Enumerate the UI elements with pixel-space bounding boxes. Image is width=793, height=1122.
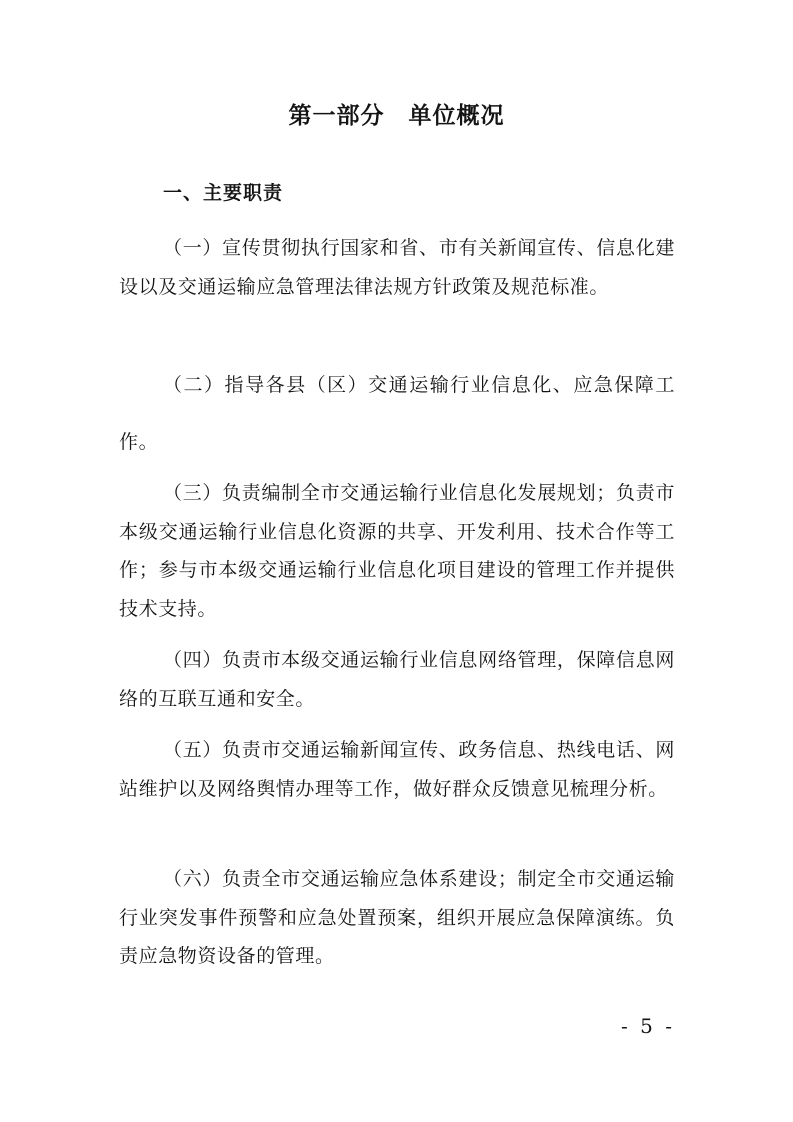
duty-paragraph-2: （二）指导各县（区）交通运输行业信息化、应急保障工作。: [119, 374, 675, 453]
duty-paragraph-4: （四）负责市本级交通运输行业信息网络管理，保障信息网络的互联互通和安全。: [119, 649, 675, 710]
page-number: - 5 -: [621, 1014, 675, 1038]
duty-paragraph-3: （三）负责编制全市交通运输行业信息化发展规划；负责市本级交通运输行业信息化资源的共享、开发利用、技术合作等工作；参与市本级交通运输行业信息化项目建设的管理工作并提供技术支持。: [119, 482, 675, 620]
duty-paragraph-5: （五）负责市交通运输新闻宣传、政务信息、热线电话、网站维护以及网络舆情办理等工作，做好群众反馈意见梳理分析。: [119, 739, 675, 800]
section-heading: 一、主要职责: [163, 182, 284, 204]
page-title: 第一部分 单位概况: [288, 103, 505, 129]
duty-paragraph-1: （一）宣传贯彻执行国家和省、市有关新闻宣传、信息化建设以及交通运输应急管理法律法规方针政策及规范标准。: [119, 237, 675, 298]
duty-paragraph-6: （六）负责全市交通运输应急体系建设；制定全市交通运输行业突发事件预警和应急处置预案，组织开展应急保障演练。负责应急物资设备的管理。: [119, 868, 675, 967]
